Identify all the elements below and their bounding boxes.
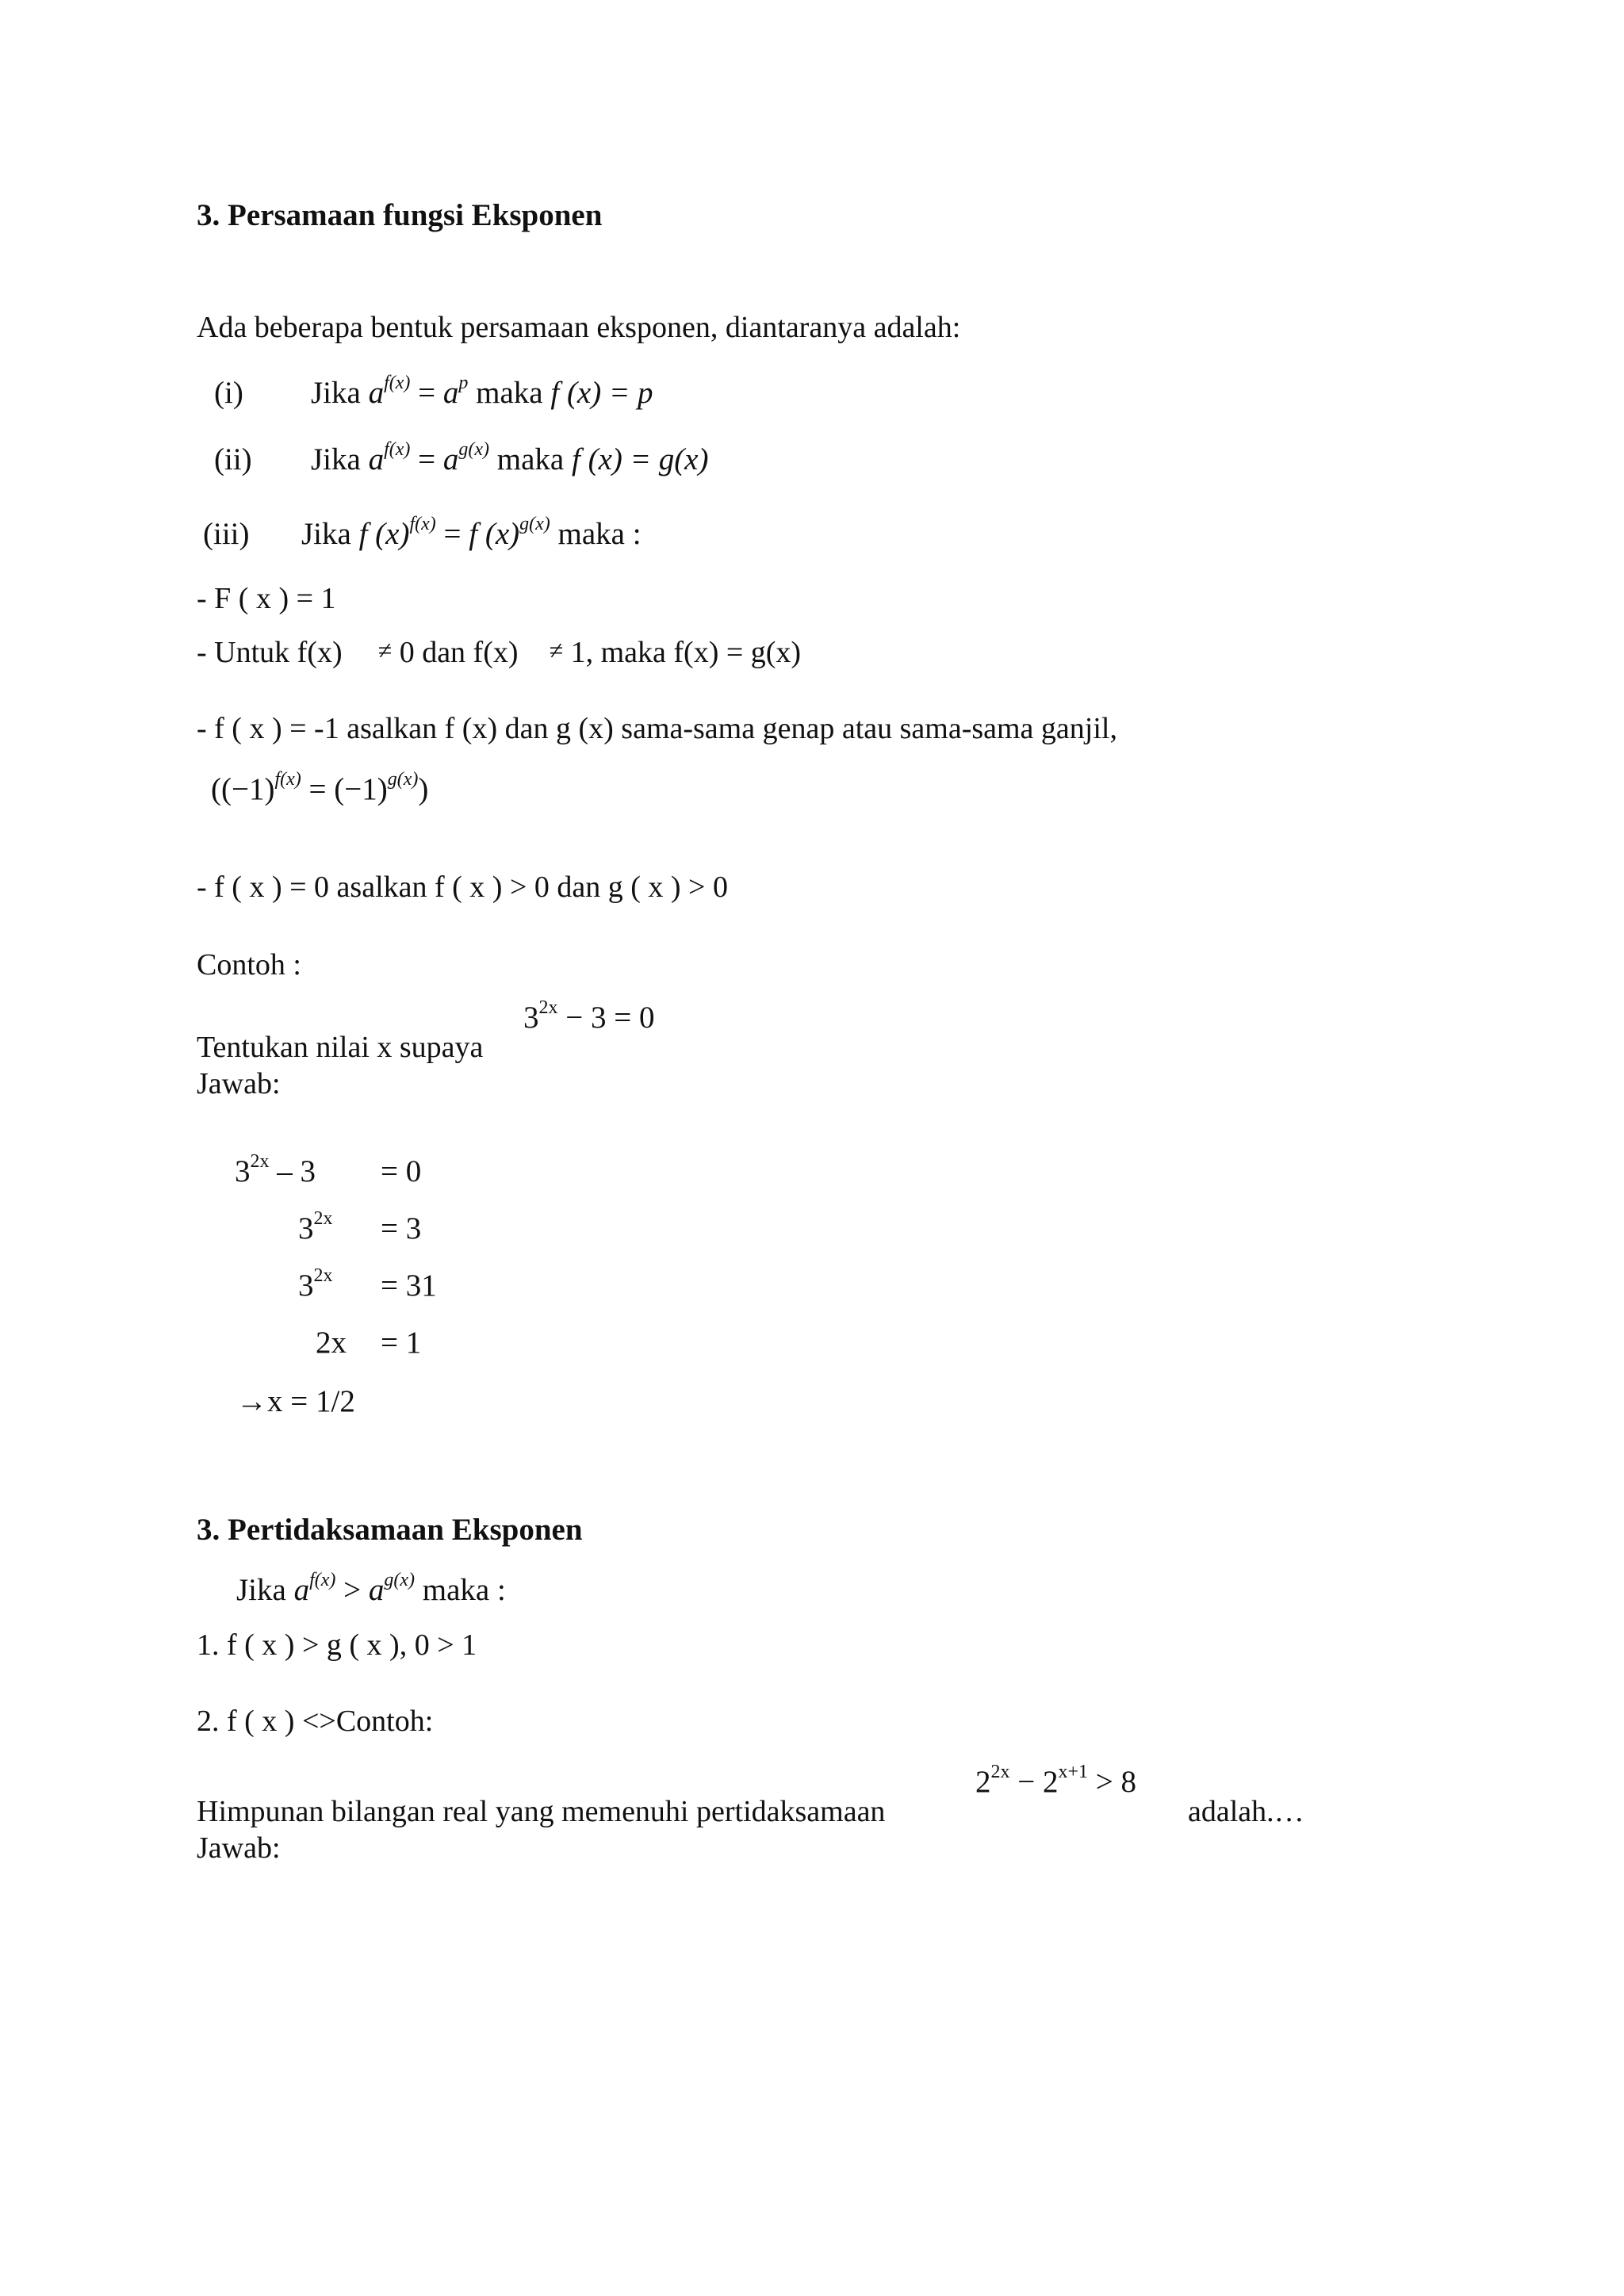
- formula-result: f (x) = g(x): [572, 442, 709, 476]
- formula-exponent: f(x): [384, 439, 411, 460]
- intro-text: Ada beberapa bentuk persamaan eksponen, diantaranya adalah:: [197, 311, 961, 344]
- jika-text: Jika: [301, 517, 351, 551]
- formula-part: ((−1): [211, 772, 275, 806]
- formula-base: 2: [975, 1765, 991, 1799]
- formula-exponent: p: [458, 373, 469, 393]
- inequality-question: Himpunan bilangan real yang memenuhi pertidaksamaan: [197, 1795, 886, 1828]
- solution-final: →x = 1/2: [236, 1384, 355, 1418]
- formula-base: 3: [298, 1269, 314, 1303]
- formula-base: 3: [298, 1211, 314, 1246]
- formula-exponent: 2x: [313, 1208, 333, 1229]
- not-equal-symbol: ≠: [549, 636, 564, 664]
- condition-2-part-c: 1, maka f(x) = g(x): [570, 636, 802, 669]
- formula-result: f (x) = p: [550, 376, 653, 410]
- example-question-formula: [523, 997, 655, 1035]
- rule-i: [214, 377, 243, 408]
- rule-label: (i): [214, 376, 243, 410]
- formula-base: a: [442, 442, 459, 476]
- maka-text: maka :: [557, 517, 642, 551]
- jika-text: Jika: [311, 376, 361, 410]
- formula-exponent: g(x): [384, 1570, 416, 1590]
- solution-step-rhs: = 0: [381, 1154, 422, 1188]
- formula-exponent: 2x: [313, 1265, 333, 1286]
- rule-label: (ii): [214, 442, 252, 476]
- not-equal-symbol: ≠: [377, 636, 393, 664]
- formula-base: 3: [235, 1154, 251, 1188]
- inequality-question-formula: [975, 1762, 1137, 1799]
- maka-text: maka: [496, 442, 565, 476]
- formula-exponent: f(x): [309, 1570, 336, 1590]
- formula-equals: =: [443, 517, 462, 551]
- formula-operator: >: [343, 1573, 362, 1607]
- condition-3: - f ( x ) = -1 asalkan f (x) dan g (x) sama-sama genap atau sama-sama ganjil,: [197, 712, 1117, 745]
- formula-exponent: g(x): [387, 769, 419, 790]
- formula-exponent: f(x): [274, 769, 301, 790]
- rule-ii-formula: [311, 439, 709, 476]
- example-label: Contoh :: [197, 948, 301, 982]
- solution-step: [298, 1208, 333, 1246]
- inequality-question-tail: adalah.…: [1188, 1795, 1304, 1828]
- formula-base: a: [368, 376, 385, 410]
- formula-base: f (x): [358, 517, 410, 551]
- solution-step-rhs: = 1: [381, 1326, 422, 1360]
- rule-label: (iii): [203, 517, 250, 551]
- formula-base: a: [442, 376, 459, 410]
- jika-text: Jika: [311, 442, 361, 476]
- rule-iii-formula: [301, 514, 642, 551]
- formula-base: a: [368, 442, 385, 476]
- inequality-answer-label: Jawab:: [197, 1831, 281, 1865]
- section-heading-pertidaksamaan: 3. Pertidaksamaan Eksponen: [197, 1513, 583, 1547]
- formula-exponent: 2x: [538, 997, 558, 1018]
- formula-equals: =: [418, 376, 436, 410]
- condition-1: - F ( x ) = 1: [197, 582, 336, 615]
- solution-step-rhs: = 31: [381, 1269, 437, 1303]
- formula-part: = (−1): [301, 772, 388, 806]
- solution-step-rhs: = 3: [381, 1211, 422, 1246]
- formula-base: 2x: [316, 1326, 347, 1360]
- condition-3-formula: [211, 769, 429, 806]
- formula-exponent: f(x): [384, 373, 411, 393]
- condition-2-part-b: 0 dan f(x): [399, 636, 519, 669]
- formula-rest: > 8: [1088, 1765, 1137, 1799]
- inequality-item-1: 1. f ( x ) > g ( x ), 0 > 1: [197, 1628, 477, 1662]
- formula-exponent: 2x: [990, 1762, 1010, 1782]
- formula-exponent: 2x: [250, 1151, 270, 1172]
- formula-base: f (x): [469, 517, 520, 551]
- maka-text: maka: [476, 376, 543, 410]
- formula-rest: – 3: [269, 1154, 316, 1188]
- formula-base: a: [368, 1573, 385, 1607]
- solution-step: [235, 1151, 316, 1188]
- rule-i-formula: [311, 373, 653, 410]
- example-question: Tentukan nilai x supaya: [197, 1031, 484, 1064]
- formula-part: ): [418, 772, 429, 806]
- maka-text: maka :: [422, 1573, 506, 1607]
- formula-exponent: g(x): [519, 514, 550, 534]
- example-answer-label: Jawab:: [197, 1067, 281, 1100]
- formula-exponent: x+1: [1058, 1762, 1089, 1782]
- formula-base: 3: [523, 1001, 539, 1035]
- formula-base: a: [293, 1573, 310, 1607]
- formula-rest: − 3 = 0: [557, 1001, 655, 1035]
- inequality-item-2: 2. f ( x ) <>Contoh:: [197, 1705, 434, 1738]
- inequality-rule: [236, 1570, 506, 1607]
- formula-base: − 2: [1009, 1765, 1059, 1799]
- formula-exponent: g(x): [458, 439, 490, 460]
- section-heading-persamaan: 3. Persamaan fungsi Eksponen: [197, 198, 603, 232]
- solution-step: [316, 1327, 347, 1358]
- rule-iii: [203, 519, 249, 549]
- rule-ii: [214, 444, 252, 475]
- condition-4: - f ( x ) = 0 asalkan f ( x ) > 0 dan g ( x ) > 0: [197, 871, 728, 904]
- condition-2: [197, 637, 801, 668]
- condition-2-part-a: - Untuk f(x): [197, 636, 343, 669]
- formula-exponent: f(x): [409, 514, 436, 534]
- solution-step: [298, 1265, 333, 1303]
- jika-text: Jika: [236, 1573, 286, 1607]
- formula-equals: =: [418, 442, 436, 476]
